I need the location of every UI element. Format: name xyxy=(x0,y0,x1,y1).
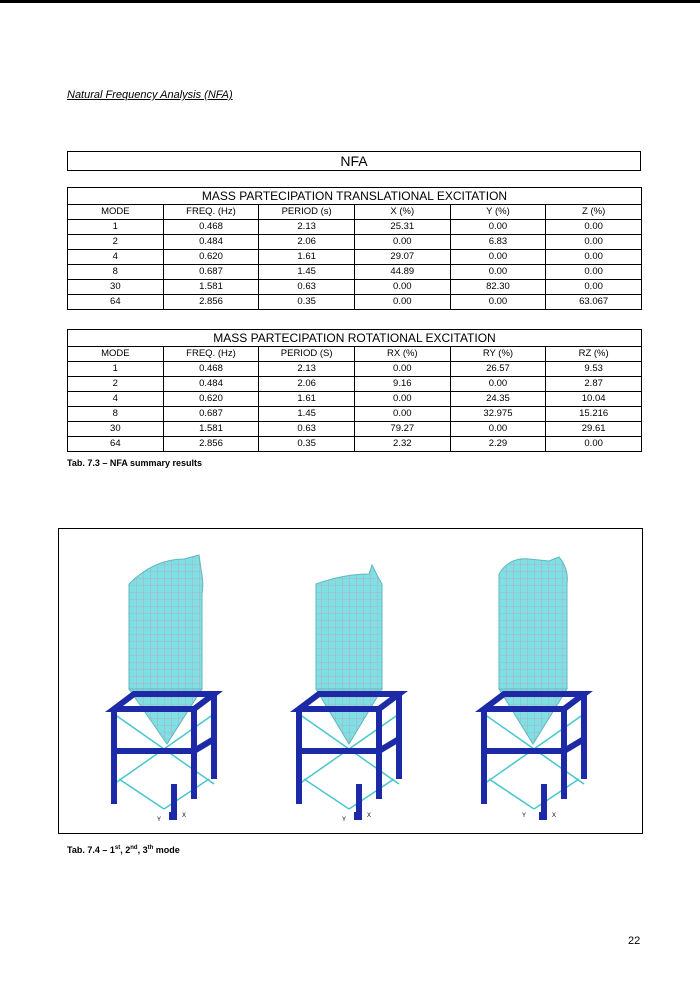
table-cell: 2.13 xyxy=(259,362,355,377)
table-cell: 2.87 xyxy=(546,377,642,392)
table-cell: 0.00 xyxy=(450,377,546,392)
table-cell: 4 xyxy=(68,250,164,265)
table-cell: 0.00 xyxy=(354,280,450,295)
table-cell: 25.31 xyxy=(354,220,450,235)
table-cell: 0.00 xyxy=(546,250,642,265)
mode-shapes-illustration xyxy=(59,529,642,833)
figure-caption-sup: nd xyxy=(130,845,138,851)
table-cell: 0.687 xyxy=(163,265,259,280)
axis-label-y: Y xyxy=(342,817,347,823)
table-cell: 0.00 xyxy=(546,280,642,295)
table-cell: 0.00 xyxy=(354,235,450,250)
figure-caption-sep: , 2 xyxy=(120,845,131,855)
axis-label-x: X xyxy=(367,813,372,819)
axis-label-x: X xyxy=(552,813,557,819)
table-row xyxy=(68,422,642,437)
table-cell: 0.00 xyxy=(354,295,450,310)
table-row xyxy=(68,280,642,295)
header-cell: RZ (%) xyxy=(546,347,642,362)
silo-mode-2 xyxy=(299,565,399,820)
table-cell: 8 xyxy=(68,265,164,280)
table-cell: 0.00 xyxy=(450,295,546,310)
table-cell: 8 xyxy=(68,407,164,422)
table-cell: 30 xyxy=(68,280,164,295)
table-cell: 64 xyxy=(68,437,164,452)
figure-caption-suffix: mode xyxy=(153,845,180,855)
table-cell: 1.581 xyxy=(163,280,259,295)
table-cell: 1.61 xyxy=(259,392,355,407)
figure-caption-prefix: Tab. 7.4 – 1 xyxy=(67,845,115,855)
header-cell: MODE xyxy=(68,347,164,362)
rotational-table-title: MASS PARTECIPATION ROTATIONAL EXCITATION xyxy=(67,329,642,346)
table-cell: 1.61 xyxy=(259,250,355,265)
table-cell: 4 xyxy=(68,392,164,407)
table-cell: 0.63 xyxy=(259,422,355,437)
table-cell: 0.468 xyxy=(163,220,259,235)
figure-caption-sep: , 3 xyxy=(137,845,148,855)
table-cell: 64 xyxy=(68,295,164,310)
table-cell: 24.35 xyxy=(450,392,546,407)
section-title: Natural Frequency Analysis (NFA) xyxy=(67,89,233,101)
table-cell: 2.06 xyxy=(259,377,355,392)
table-cell: 0.00 xyxy=(354,392,450,407)
rotational-table xyxy=(67,329,642,452)
table-cell: 0.35 xyxy=(259,295,355,310)
axis-label-y: Y xyxy=(522,813,527,819)
header-cell: FREQ. (Hz) xyxy=(163,347,259,362)
table-row xyxy=(68,392,642,407)
table-cell: 0.687 xyxy=(163,407,259,422)
table-cell: 0.484 xyxy=(163,235,259,250)
table-cell: 15.216 xyxy=(546,407,642,422)
table-row xyxy=(68,220,642,235)
figure-caption-sup: st xyxy=(114,845,121,851)
table-cell: 0.620 xyxy=(163,392,259,407)
table-cell: 30 xyxy=(68,422,164,437)
nfa-header-box: NFA xyxy=(67,151,641,171)
table-cell: 2.06 xyxy=(259,235,355,250)
silo-mode-3 xyxy=(484,557,584,820)
table-cell: 6.83 xyxy=(450,235,546,250)
table-cell: 2.32 xyxy=(354,437,450,452)
table-cell: 0.468 xyxy=(163,362,259,377)
figure-caption-sup: th xyxy=(147,845,154,851)
axis-label-y: Y xyxy=(157,817,162,823)
table-cell: 0.484 xyxy=(163,377,259,392)
header-cell: X (%) xyxy=(354,205,450,220)
table-cell: 0.63 xyxy=(259,280,355,295)
page-number: 22 xyxy=(628,935,641,947)
table-row xyxy=(68,265,642,280)
table-cell: 2.856 xyxy=(163,295,259,310)
header-cell: Z (%) xyxy=(546,205,642,220)
table-cell: 0.00 xyxy=(450,265,546,280)
table-header-row xyxy=(68,205,642,220)
table-cell: 9.16 xyxy=(354,377,450,392)
table-cell: 29.07 xyxy=(354,250,450,265)
silo-mode-1 xyxy=(114,555,214,820)
table-cell: 2 xyxy=(68,377,164,392)
header-cell: RX (%) xyxy=(354,347,450,362)
table-caption: Tab. 7.3 – NFA summary results xyxy=(67,458,203,468)
table-row xyxy=(68,437,642,452)
table-cell: 0.00 xyxy=(450,250,546,265)
table-cell: 0.00 xyxy=(546,265,642,280)
table-cell: 9.53 xyxy=(546,362,642,377)
table-cell: 0.00 xyxy=(450,220,546,235)
table-cell: 10.04 xyxy=(546,392,642,407)
table-row xyxy=(68,362,642,377)
table-cell: 82.30 xyxy=(450,280,546,295)
table-cell: 79.27 xyxy=(354,422,450,437)
table-cell: 2.856 xyxy=(163,437,259,452)
header-cell: MODE xyxy=(68,205,164,220)
table-cell: 0.00 xyxy=(354,362,450,377)
table-row xyxy=(68,295,642,310)
table-cell: 0.00 xyxy=(546,235,642,250)
top-rule xyxy=(0,0,700,3)
header-cell: PERIOD (s) xyxy=(259,205,355,220)
table-cell: 32.975 xyxy=(450,407,546,422)
table-cell: 1.45 xyxy=(259,265,355,280)
table-cell: 1.581 xyxy=(163,422,259,437)
axis-label-x: X xyxy=(182,813,187,819)
table-cell: 0.00 xyxy=(546,437,642,452)
header-cell: PERIOD (S) xyxy=(259,347,355,362)
table-row xyxy=(68,250,642,265)
table-cell: 0.00 xyxy=(450,422,546,437)
table-cell: 1 xyxy=(68,362,164,377)
table-cell: 1 xyxy=(68,220,164,235)
table-cell: 1.45 xyxy=(259,407,355,422)
table-cell: 2.29 xyxy=(450,437,546,452)
table-row xyxy=(68,235,642,250)
table-cell: 0.00 xyxy=(354,407,450,422)
table-cell: 44.89 xyxy=(354,265,450,280)
translational-table-title: MASS PARTECIPATION TRANSLATIONAL EXCITATION xyxy=(67,187,642,204)
figure-caption xyxy=(67,845,180,855)
table-row xyxy=(68,407,642,422)
table-cell: 0.620 xyxy=(163,250,259,265)
table-cell: 29.61 xyxy=(546,422,642,437)
table-cell: 0.35 xyxy=(259,437,355,452)
table-cell: 26.57 xyxy=(450,362,546,377)
table-cell: 0.00 xyxy=(546,220,642,235)
table-row xyxy=(68,377,642,392)
header-cell: Y (%) xyxy=(450,205,546,220)
table-header-row xyxy=(68,347,642,362)
table-cell: 2 xyxy=(68,235,164,250)
mode-shapes-figure xyxy=(58,528,643,834)
table-cell: 63.067 xyxy=(546,295,642,310)
translational-table xyxy=(67,187,642,310)
header-cell: RY (%) xyxy=(450,347,546,362)
table-cell: 2.13 xyxy=(259,220,355,235)
header-cell: FREQ. (Hz) xyxy=(163,205,259,220)
